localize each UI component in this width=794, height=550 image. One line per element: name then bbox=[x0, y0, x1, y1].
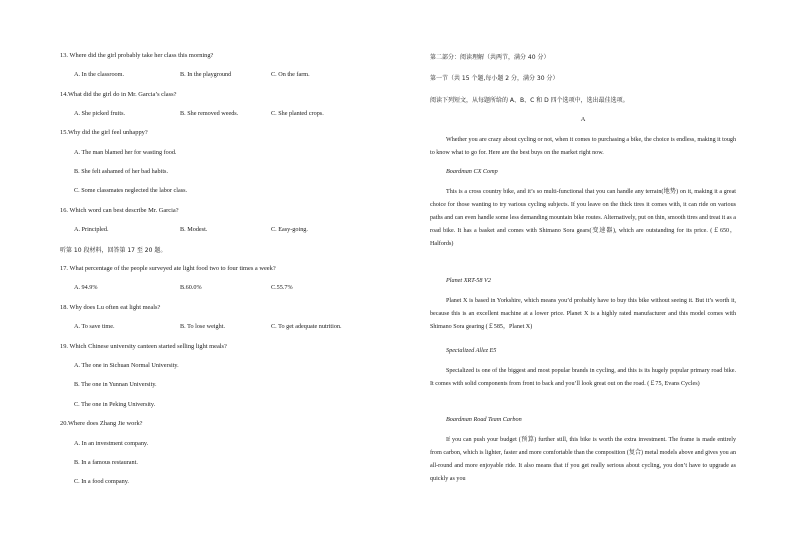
option-a: A. 94.9% bbox=[74, 284, 98, 291]
bike-heading-2: Planet XRT-58 V2 bbox=[446, 277, 491, 284]
bike-paragraph-3: Specialized is one of the biggest and most popular brands in cycling, and this is its hugely popular primary road bike. It comes with solid components from front to back and you’ll look great out on the road. (￡75, Evans Cycles) bbox=[430, 368, 736, 387]
bike-heading-4: Boardman Road Team Carbon bbox=[446, 416, 522, 423]
option-b: B. She felt ashamed of her bad habits. bbox=[74, 168, 168, 175]
option-a: A. In an investment company. bbox=[74, 440, 149, 447]
option-c: C. Easy-going. bbox=[271, 226, 308, 233]
option-a: A. The man blamed her for wasting food. bbox=[74, 149, 177, 156]
option-b: B.60.0% bbox=[180, 284, 202, 291]
option-a: A. The one in Sichuan Normal University. bbox=[74, 362, 179, 369]
section-title: 第一节（共 15 个题,每小题 2 分，满分 30 分） bbox=[430, 75, 559, 82]
listening-section-note: 听第 10 段材料，回答第 17 至 20 题。 bbox=[60, 247, 167, 254]
question-18: 18. Why does Lu often eat light meals? bbox=[60, 304, 161, 311]
option-c: C. Some classmates neglected the labor class. bbox=[74, 187, 188, 194]
option-b: B. The one in Yunnan University. bbox=[74, 381, 157, 388]
option-b: B. In the playground bbox=[180, 71, 232, 78]
option-c: C. She planted crops. bbox=[271, 110, 324, 117]
passage-label: A bbox=[580, 116, 586, 123]
option-a: A. Principled. bbox=[74, 226, 109, 233]
question-17: 17. What percentage of the people surveyed ate light food two to four times a week? bbox=[60, 265, 276, 272]
option-c: C. On the farm. bbox=[271, 71, 310, 78]
question-13: 13. Where did the girl probably take her class this morning? bbox=[60, 52, 214, 59]
bike-paragraph-1: This is a cross country bike, and it’s so multi-functional that you can handle any terrain(地势) on it, making it a great choice for those wanting to try various cycling subjects. If you leave on the thick tires it comes with, it can ride on various paths and can even handle some less demanding mountain bike routes. Alternatively, put on thin, smooth tires and treat it as a road bike. It has a basket and comes with Shimano Sora gears(变速器), which are outstanding for its price. (￡650，Halfords) bbox=[430, 189, 736, 247]
question-16: 16. Which word can best describe Mr. Garcia? bbox=[60, 207, 179, 214]
option-a: A. In the classroom. bbox=[74, 71, 125, 78]
question-19: 19. Which Chinese university canteen started selling light meals? bbox=[60, 343, 227, 350]
bike-paragraph-2: Planet X is based in Yorkshire, which means you’d probably have to buy this bike without seeing it. But it’s worth it, because this is an excellent machine at a lower price. Planet X is a highly rated manufacturer and this model comes with Shimano Sora gearing (￡585，Planet X) bbox=[430, 298, 736, 330]
bike-heading-3: Specialized Allez E5 bbox=[446, 347, 497, 354]
option-b: B. In a famous restaurant. bbox=[74, 459, 138, 466]
question-14: 14.What did the girl do in Mr. Garcia’s class? bbox=[60, 91, 177, 98]
option-b: B. Modest. bbox=[180, 226, 208, 233]
question-15: 15.Why did the girl feel unhappy? bbox=[60, 129, 148, 136]
part-title: 第二部分：阅读理解（共两节，满分 40 分） bbox=[430, 54, 550, 61]
reading-instruction: 阅读下列短文，从每题所给的 A、B、C 和 D 四个选项中，选出最佳选项。 bbox=[430, 97, 629, 104]
option-b: B. She removed weeds. bbox=[180, 110, 239, 117]
question-20: 20.Where does Zhang Jie work? bbox=[60, 420, 143, 427]
option-a: A. She picked fruits. bbox=[74, 110, 126, 117]
option-c: C. In a food company. bbox=[74, 478, 129, 485]
option-c: C. To get adequate nutrition. bbox=[271, 323, 342, 330]
option-b: B. To lose weight. bbox=[180, 323, 225, 330]
bike-paragraph-4: If you can push your budget (预算) further still, this bike is worth the extra investment. The frame is made entirely from carbon, which is lighter, faster and more comfortable than the composition (复合) metal models above and gives you an all-round and more enjoyable ride. It also means that if you get really serious about cycling, you don’t have to upgrade as quickly as you bbox=[430, 437, 736, 482]
passage-intro: Whether you are crazy about cycling or not, when it comes to purchasing a bike, the choice is endless, making it tough to know what to go for. Here are the best buys on the market right now. bbox=[430, 137, 736, 156]
option-c: C.55.7% bbox=[271, 284, 293, 291]
option-c: C. The one in Peking University. bbox=[74, 401, 156, 408]
bike-heading-1: Boardman CX Comp bbox=[446, 168, 498, 175]
option-a: A. To save time. bbox=[74, 323, 115, 330]
